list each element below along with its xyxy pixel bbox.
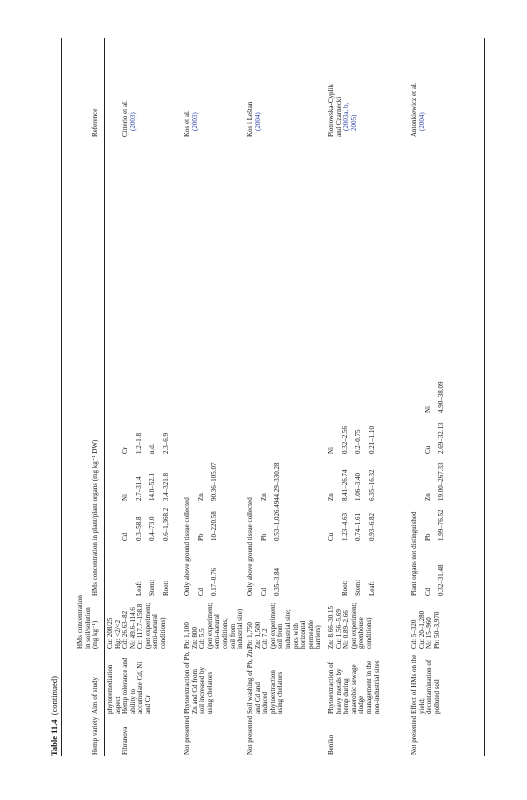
cell-plant-value: 8.41–26.74 (340, 469, 349, 501)
cell-soil-concentration: Ni: 15–960 (425, 617, 434, 649)
cell-soil-concentration: semi-natural (151, 614, 160, 649)
cell-aim: anaerobic sewage (349, 664, 358, 714)
cell-aim: ability to (128, 688, 137, 714)
cell-plant-note: Only above ground tissue collected (246, 497, 254, 596)
cell-aim: Phytoextraction of Pb, (183, 651, 191, 714)
cell-plant-value: 0.2–0.75 (354, 429, 363, 454)
column-header-plant-concentration: HMs concentration in plant/plant organs (mg kg⁻¹ DW) (91, 439, 99, 596)
cell-plant-value: 0.74–1.61 (354, 513, 363, 541)
cell-plant-value: Cd (259, 587, 268, 596)
cell-aim: non-industrial sites (372, 660, 381, 714)
cell-soil-concentration: pots with (291, 623, 300, 649)
cell-soil-concentration: Cr: 117.7–158.8 (136, 603, 145, 649)
cell-plant-value: Ni (121, 494, 129, 501)
cell-plant-value: 3.4–321.8 (161, 473, 170, 501)
cell-variety: Not presented (183, 715, 191, 755)
table-label: Table 11.4 (49, 719, 59, 756)
cell-reference: Kos et al. (183, 110, 191, 137)
cell-plant-value: Cd (121, 532, 129, 541)
cell-plant-value: 0.32–31.48 (437, 564, 446, 596)
cell-aim: yield; (417, 698, 426, 714)
cell-soil-concentration: Cd: 26.63–82 (121, 610, 129, 649)
cell-reference: Piotrowska-Cyplik (327, 84, 335, 137)
cell-plant-value: 6.35–16.32 (367, 469, 376, 501)
cell-aim: Soil washing of Pb, Zn, (246, 647, 254, 714)
cell-plant-value: Root: (340, 580, 349, 596)
cell-soil-concentration: permeable (306, 619, 315, 649)
table-caption (49, 676, 59, 756)
reference-link: 2005) (349, 114, 358, 131)
cell-plant-value: 90.36–105.07 (210, 462, 219, 501)
cell-aim: hemp during (342, 678, 351, 714)
cell-soil-concentration: Pb: 1,100 (183, 622, 191, 649)
cell-plant-value: 0.93–6.82 (367, 513, 376, 541)
cell-plant-value: 1.99–76.52 (437, 509, 446, 541)
cell-plant-value: Root: (161, 580, 170, 596)
cell-plant-value: 0.53–1,026.49 (273, 500, 282, 541)
cell-plant-value: 0.35–3.84 (273, 568, 282, 596)
cell-soil-concentration: Ni: 0.89–2.66 (342, 610, 351, 649)
cell-soil-concentration: conditions) (159, 617, 167, 649)
cell-plant-value: Ni (327, 447, 335, 454)
cell-soil-concentration: conditions) (365, 617, 373, 649)
bottom-rule (484, 38, 485, 756)
cell-plant-value: 0.32–2.56 (340, 426, 349, 454)
cell-soil-concentration: Cd: 5–320 (410, 619, 418, 649)
cell-soil-concentration: Cu: 20–1,280 (417, 610, 426, 649)
cell-aim: accumulate Cd, Ni (136, 661, 145, 714)
reference-link: (2004) (417, 112, 426, 131)
cell-soil-concentration: Cd: 5.5 (198, 628, 207, 649)
cell-plant-value: Cu (327, 532, 335, 541)
column-header-variety: Hemp variety (91, 716, 99, 755)
cell-soil-concentration: Hg: <2/<2 (113, 619, 122, 649)
cell-plant-value: Cr (121, 447, 129, 454)
header-rule (104, 38, 105, 756)
cell-soil-concentration: greenhouse (357, 617, 366, 649)
cell-soil-concentration: (pot experiment; (349, 602, 358, 649)
cell-plant-value: 2.69–32.13 (437, 422, 446, 454)
cell-soil-concentration: barriers) (314, 625, 323, 649)
cell-aim: phytoextraction (268, 670, 277, 714)
reference-link: (2003a, b, (342, 102, 351, 131)
cell-plant-value: Leaf: (134, 581, 143, 596)
cell-plant-value: 1.23–4.63 (340, 513, 349, 541)
cell-plant-value: 4.90–38.09 (437, 381, 446, 413)
cell-soil-concentration: horizontal (299, 620, 308, 649)
cell-plant-value: Leaf: (367, 581, 376, 596)
cell-aim: using chelators (205, 671, 214, 714)
column-header-soil-concentration: in soil/solution (83, 607, 92, 649)
cell-aim: induced (261, 691, 270, 714)
cell-aim: and Cd and (253, 682, 262, 714)
cell-soil-concentration: Cu: 1.56–5.69 (334, 609, 343, 649)
cell-reference: Antonkiewicz et al. (410, 82, 418, 137)
cell-soil-concentration: (pot experiment; (143, 602, 152, 649)
cell-aim: sludge (357, 695, 366, 714)
cell-soil-concentration: Cu: 208/25 (106, 617, 114, 649)
cell-variety: Fibranova (121, 726, 129, 755)
column-header-soil-concentration: HMs concentration (76, 595, 84, 649)
cell-soil-concentration: industrial site; (284, 609, 292, 649)
cell-soil-concentration: conditions, (221, 618, 229, 649)
cell-plant-value: 44.29–330.28 (273, 462, 282, 501)
cell-soil-concentration: (pot experiment; (205, 602, 214, 649)
cell-plant-value: 2.3–6.9 (161, 433, 170, 454)
cell-plant-value: 1.06–3.40 (354, 473, 363, 501)
cell-plant-value: 1.2–1.8 (134, 433, 143, 454)
cell-variety: Not presented (410, 715, 418, 755)
cell-soil-concentration: Ni: 49.6–114.6 (128, 607, 137, 649)
cell-plant-value: Cu (423, 445, 432, 454)
cell-soil-concentration: semi-natural (213, 614, 222, 649)
cell-plant-value: Zn (327, 493, 335, 501)
cell-aim: and Cr (143, 695, 152, 714)
cell-soil-concentration: Zn: 1,500 (253, 621, 262, 649)
cell-soil-concentration: industrial site) (236, 608, 245, 649)
top-rule (61, 38, 62, 756)
reference-link: (2003) (190, 112, 199, 131)
cell-aim: Phytoextraction of (327, 662, 335, 714)
cell-plant-value: Pb (423, 533, 432, 541)
column-header-aim: Aim of study (91, 677, 99, 714)
cell-plant-value: Zn (423, 493, 432, 501)
cell-plant-value: Pb (196, 533, 205, 541)
cell-plant-value: 0.17–0.76 (210, 568, 219, 596)
cell-soil-concentration: (pot experiment; (268, 602, 277, 649)
cell-soil-concentration: soil from (228, 623, 237, 649)
cell-plant-note: Plant organs not distinguished (410, 511, 418, 596)
cell-soil-concentration: Zn: 8.66–30.15 (327, 606, 335, 649)
cell-aim: heavy metals by (334, 668, 343, 714)
cell-reference: Citterio et al. (121, 100, 129, 137)
cell-aim: soil increased by (198, 666, 207, 714)
cell-plant-value: 0.3–58.8 (134, 516, 143, 541)
cell-plant-value: 14.0–52.1 (148, 473, 157, 501)
cell-plant-value: Ni (423, 406, 432, 413)
cell-plant-value: 0.6–1,368.2 (161, 507, 170, 541)
cell-plant-value: 10–220.58 (210, 511, 219, 541)
cell-reference: and Czarnecki (334, 96, 343, 137)
cell-plant-value: Cd (196, 587, 205, 596)
cell-aim: Hemp tolerance and (121, 657, 129, 714)
cell-aim: Effect of HMs on the (410, 654, 418, 714)
cell-plant-value: 19.00–267.33 (437, 462, 446, 501)
cell-aim: using chelators (276, 671, 285, 714)
cell-aim: polluted soil (432, 679, 441, 714)
cell-aim: decontamination of (425, 659, 434, 714)
cell-soil-concentration: Pb: 1,750 (246, 622, 254, 649)
cell-aim: aspect (113, 696, 122, 714)
reference-link: (2003) (128, 112, 137, 131)
cell-variety: Not presented (246, 715, 254, 755)
cell-plant-value: Cd (423, 587, 432, 596)
cell-soil-concentration: Zn: 800 (190, 627, 199, 649)
cell-aim: Zn and Cd from (190, 669, 199, 714)
column-header-reference: Reference (91, 108, 99, 137)
cell-plant-value: n.d. (148, 443, 157, 454)
cell-plant-value: 0.21–1.10 (367, 426, 376, 454)
cell-plant-value: Pb (259, 533, 268, 541)
cell-plant-value: Stem: (354, 579, 363, 596)
cell-variety: Beniko (327, 734, 335, 755)
reference-link: (2004) (253, 112, 262, 131)
cell-plant-value: Zn (196, 493, 205, 501)
cell-soil-concentration: soil from (276, 623, 285, 649)
cell-plant-value: 2.7–31.4 (134, 476, 143, 501)
cell-reference: Kos i Leštan (246, 101, 254, 137)
cell-plant-value: Stem: (148, 579, 157, 596)
cell-aim: management in the (365, 660, 373, 714)
column-header-soil-concentration: (mg kg⁻¹) (91, 620, 100, 649)
cell-plant-note: Only above ground tissue collected (183, 497, 191, 596)
cell-plant-value: Zn (259, 493, 268, 501)
cell-soil-concentration: Cd: 7.2 (261, 628, 270, 649)
cell-soil-concentration: Pb: 50–3,970 (432, 611, 441, 649)
cell-aim: phytoremediation (106, 664, 114, 714)
cell-plant-value: 0.4–73.0 (148, 516, 157, 541)
table-caption-suffix: (continued) (49, 676, 59, 716)
